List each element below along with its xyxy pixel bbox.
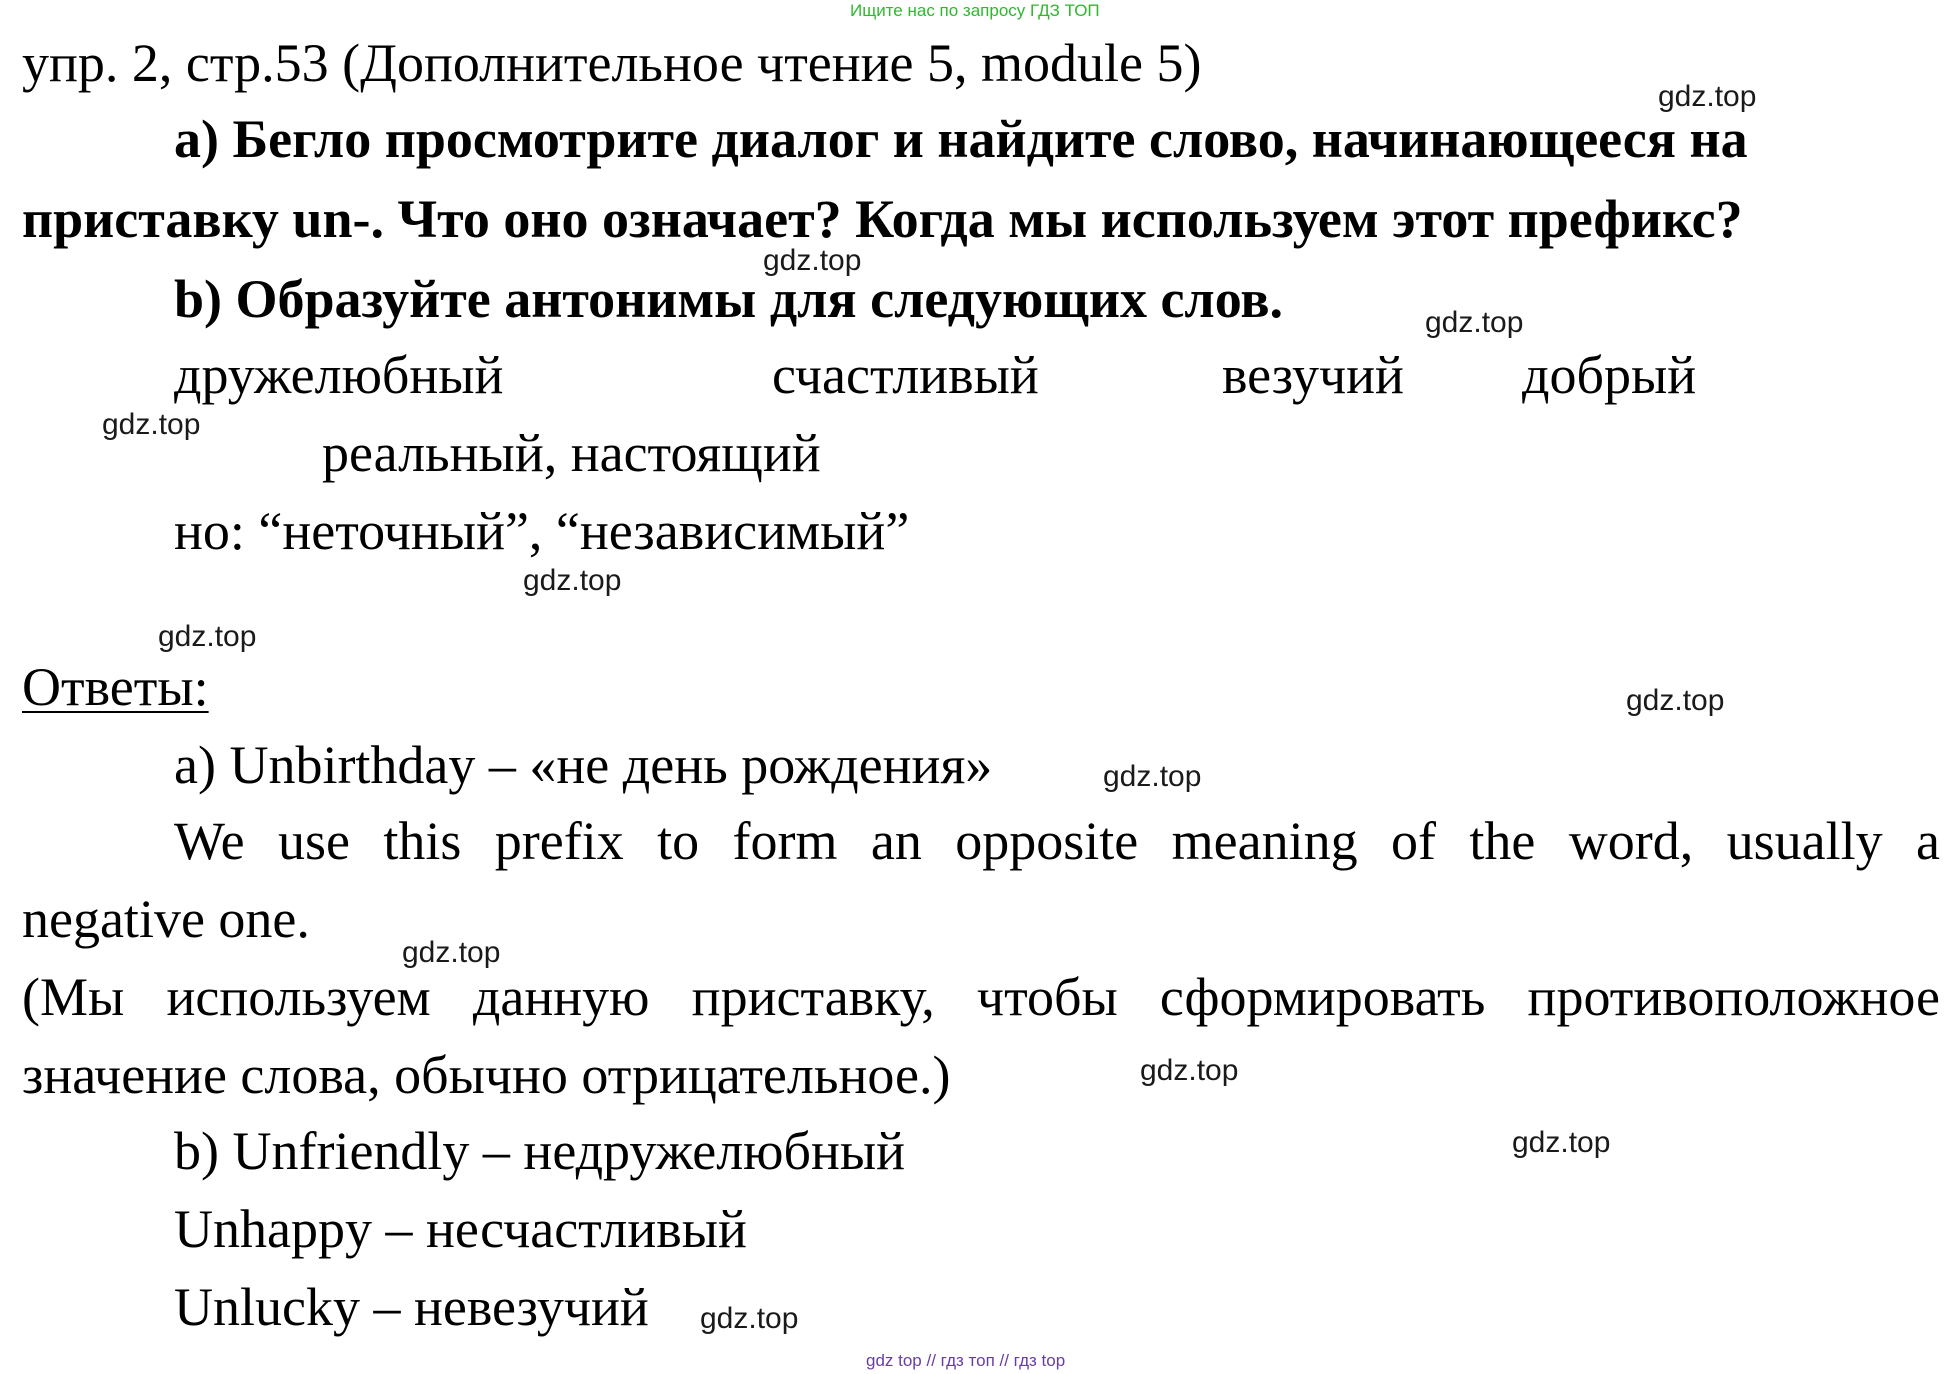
watermark: gdz.top bbox=[700, 1302, 799, 1335]
watermark: gdz.top bbox=[402, 936, 501, 969]
explanation-ru-line2: значение слова, обычно отрицательное.) bbox=[22, 1045, 951, 1105]
watermark: gdz.top bbox=[1140, 1054, 1239, 1087]
header-banner: Ищите нас по запросу ГДЗ ТОП bbox=[850, 1, 1100, 20]
word-real: реальный, настоящий bbox=[322, 423, 821, 483]
answer-b-line1: b) Unfriendly – недружелюбный bbox=[174, 1121, 906, 1181]
exercise-title: упр. 2, стр.53 (Дополнительное чтение 5, module 5) bbox=[22, 33, 1202, 93]
explanation-en-line1: We use this prefix to form an opposite meaning of the word, usually a bbox=[174, 811, 1940, 871]
word-lucky: везучий bbox=[1222, 345, 1404, 405]
watermark: gdz.top bbox=[763, 244, 862, 277]
explanation-en-line2: negative one. bbox=[22, 889, 310, 949]
word-happy: счастливый bbox=[772, 345, 1039, 405]
watermark: gdz.top bbox=[1425, 306, 1524, 339]
task-a-line1: a) Бегло просмотрите диалог и найдите слово, начинающееся на bbox=[174, 109, 1748, 169]
watermark: gdz.top bbox=[1512, 1126, 1611, 1159]
watermark: gdz.top bbox=[1658, 80, 1757, 113]
explanation-ru-line1: (Мы используем данную приставку, чтобы сформировать противоположное bbox=[22, 967, 1940, 1027]
task-a-line2: приставку un-. Что оно означает? Когда мы используем этот префикс? bbox=[22, 189, 1743, 249]
watermark: gdz.top bbox=[102, 408, 201, 441]
word-note: но: “неточный”, “независимый” bbox=[174, 501, 910, 561]
watermark: gdz.top bbox=[1103, 760, 1202, 793]
answer-b-line3: Unlucky – невезучий bbox=[174, 1277, 649, 1337]
watermark: gdz.top bbox=[158, 620, 257, 653]
word-kind: добрый bbox=[1522, 345, 1697, 405]
word-friendly: дружелюбный bbox=[174, 345, 504, 405]
watermark: gdz.top bbox=[523, 564, 622, 597]
answer-a: a) Unbirthday – «не день рождения» bbox=[174, 735, 993, 795]
answer-b-line2: Unhappy – несчастливый bbox=[174, 1199, 747, 1259]
answers-heading: Ответы: bbox=[22, 657, 209, 717]
task-b: b) Образуйте антонимы для следующих слов. bbox=[174, 269, 1284, 329]
watermark: gdz.top bbox=[1626, 684, 1725, 717]
footer-banner: gdz top // гдз топ // гдз top bbox=[866, 1351, 1066, 1370]
